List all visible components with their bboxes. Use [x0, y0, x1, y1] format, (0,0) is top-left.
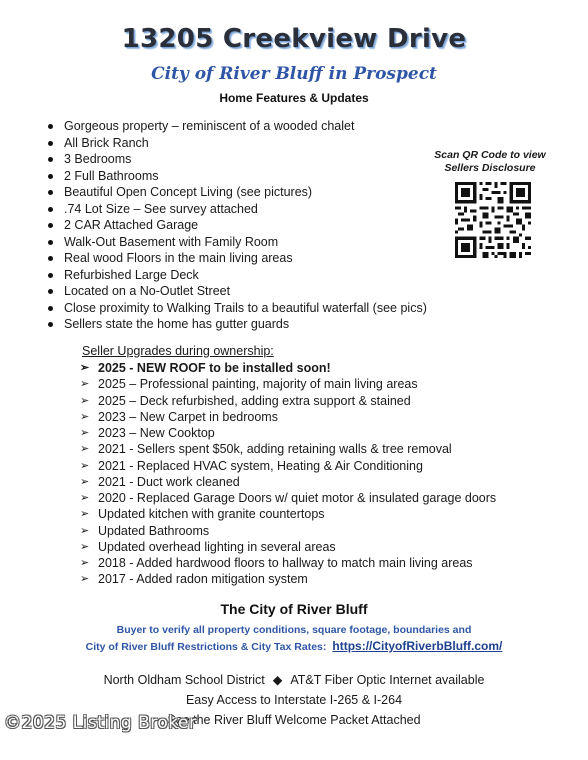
school-internet-line	[0, 672, 588, 687]
upgrade-text: 2021 - Sellers spent $50k, adding retaining walls & tree removal	[98, 442, 452, 457]
verify-line2: City of River Bluff Restrictions & City Tax Rates:	[85, 641, 327, 653]
city-subtitle: City of River Bluff in Prospect	[151, 64, 437, 84]
qr-caption-line2: Sellers Disclosure	[444, 162, 536, 174]
listing-broker-watermark: ©2025 Listing Broker	[4, 713, 197, 733]
feature-item: 2 Full Bathrooms	[44, 168, 427, 185]
arrow-bullet-icon: ➢	[80, 410, 90, 423]
upgrades-list	[80, 360, 496, 588]
city-website-link[interactable]: https://CityofRiverbBluff.com/	[332, 639, 503, 653]
arrow-bullet-icon: ➢	[80, 443, 90, 456]
feature-item: .74 Lot Size – See survey attached	[44, 201, 427, 218]
upgrade-item	[80, 409, 496, 425]
feature-item: Located on a No-Outlet Street	[44, 283, 427, 300]
upgrade-text: 2018 - Added hardwood floors to hallway to match main living areas	[98, 556, 473, 570]
upgrade-item	[80, 571, 496, 587]
verify-notice	[0, 622, 588, 655]
feature-item: Real wood Floors in the main living areas	[44, 250, 427, 267]
verify-line2-row	[0, 638, 588, 655]
arrow-bullet-icon: ➢	[80, 492, 90, 504]
school-district: North Oldham School District	[103, 673, 265, 687]
upgrade-item	[80, 393, 496, 409]
upgrade-text: 2023 – New Carpet in bedrooms	[98, 409, 278, 424]
upgrade-item	[80, 360, 496, 376]
feature-item: All Brick Ranch	[44, 135, 427, 152]
arrow-bullet-icon: ➢	[80, 362, 90, 374]
arrow-bullet-icon: ➢	[80, 557, 90, 569]
upgrade-item	[80, 425, 496, 441]
upgrade-text: 2025 - NEW ROOF to be installed soon!	[98, 361, 331, 375]
qr-code-icon[interactable]	[455, 182, 531, 258]
feature-item: 2 CAR Attached Garage	[44, 217, 427, 234]
address-title: 13205 Creekview Drive	[121, 24, 467, 54]
upgrade-item	[80, 539, 496, 555]
upgrade-text: Updated overhead lighting in several areas	[98, 539, 336, 554]
feature-item: Refurbished Large Deck	[44, 267, 427, 284]
arrow-bullet-icon: ➢	[80, 573, 90, 586]
upgrade-text: 2021 - Replaced HVAC system, Heating & Air Conditioning	[98, 458, 423, 473]
upgrade-item	[80, 555, 496, 571]
arrow-bullet-icon: ➢	[80, 427, 90, 439]
upgrade-item	[80, 523, 496, 539]
feature-item: 3 Bedrooms	[44, 151, 427, 168]
arrow-bullet-icon: ➢	[80, 475, 90, 488]
arrow-bullet-icon: ➢	[80, 524, 90, 537]
qr-caption-line1: Scan QR Code to view	[434, 149, 546, 161]
upgrade-text: 2025 – Deck refurbished, adding extra support & stained	[98, 393, 411, 408]
arrow-bullet-icon: ➢	[80, 508, 90, 521]
feature-item: Sellers state the home has gutter guards	[44, 316, 427, 333]
upgrade-text: Updated Bathrooms	[98, 523, 210, 538]
welcome-packet-note: See the River Bluff Welcome Packet Attached	[167, 713, 421, 727]
feature-item: Beautiful Open Concept Living (see pictures)	[44, 184, 427, 201]
upgrade-item	[80, 441, 496, 457]
feature-item: Close proximity to Walking Trails to a beautiful waterfall (see pics)	[44, 300, 427, 317]
feature-item: Walk-Out Basement with Family Room	[44, 234, 427, 251]
qr-caption	[425, 149, 555, 175]
upgrade-text: 2017 - Added radon mitigation system	[98, 572, 308, 587]
upgrade-item	[80, 506, 496, 522]
upgrade-text: 2023 – New Cooktop	[98, 426, 215, 440]
upgrade-item	[80, 490, 496, 506]
arrow-bullet-icon: ➢	[80, 459, 90, 472]
features-list	[44, 118, 427, 333]
upgrade-item	[80, 376, 496, 392]
feature-item: Gorgeous property – reminiscent of a wooded chalet	[44, 118, 427, 135]
internet-info: AT&T Fiber Optic Internet available	[290, 673, 485, 687]
upgrade-text: 2025 – Professional painting, majority of main living areas	[98, 377, 418, 392]
upgrades-title: Seller Upgrades during ownership:	[82, 344, 274, 358]
arrow-bullet-icon: ➢	[80, 540, 90, 553]
upgrade-text: 2020 - Replaced Garage Doors w/ quiet motor & insulated garage doors	[98, 491, 497, 505]
upgrade-text: 2021 - Duct work cleaned	[98, 474, 240, 489]
interstate-access: Easy Access to Interstate I-265 & I-264	[185, 693, 403, 707]
arrow-bullet-icon: ➢	[80, 378, 90, 391]
verify-line1: Buyer to verify all property conditions, square footage, boundaries and	[116, 624, 472, 636]
city-heading: The City of River Bluff	[220, 601, 368, 617]
diamond-icon: ◆	[272, 673, 283, 687]
features-heading: Home Features & Updates	[219, 91, 369, 105]
upgrade-item	[80, 474, 496, 490]
upgrade-item	[80, 458, 496, 474]
arrow-bullet-icon: ➢	[80, 394, 90, 407]
upgrade-text: Updated kitchen with granite countertops	[98, 507, 325, 522]
